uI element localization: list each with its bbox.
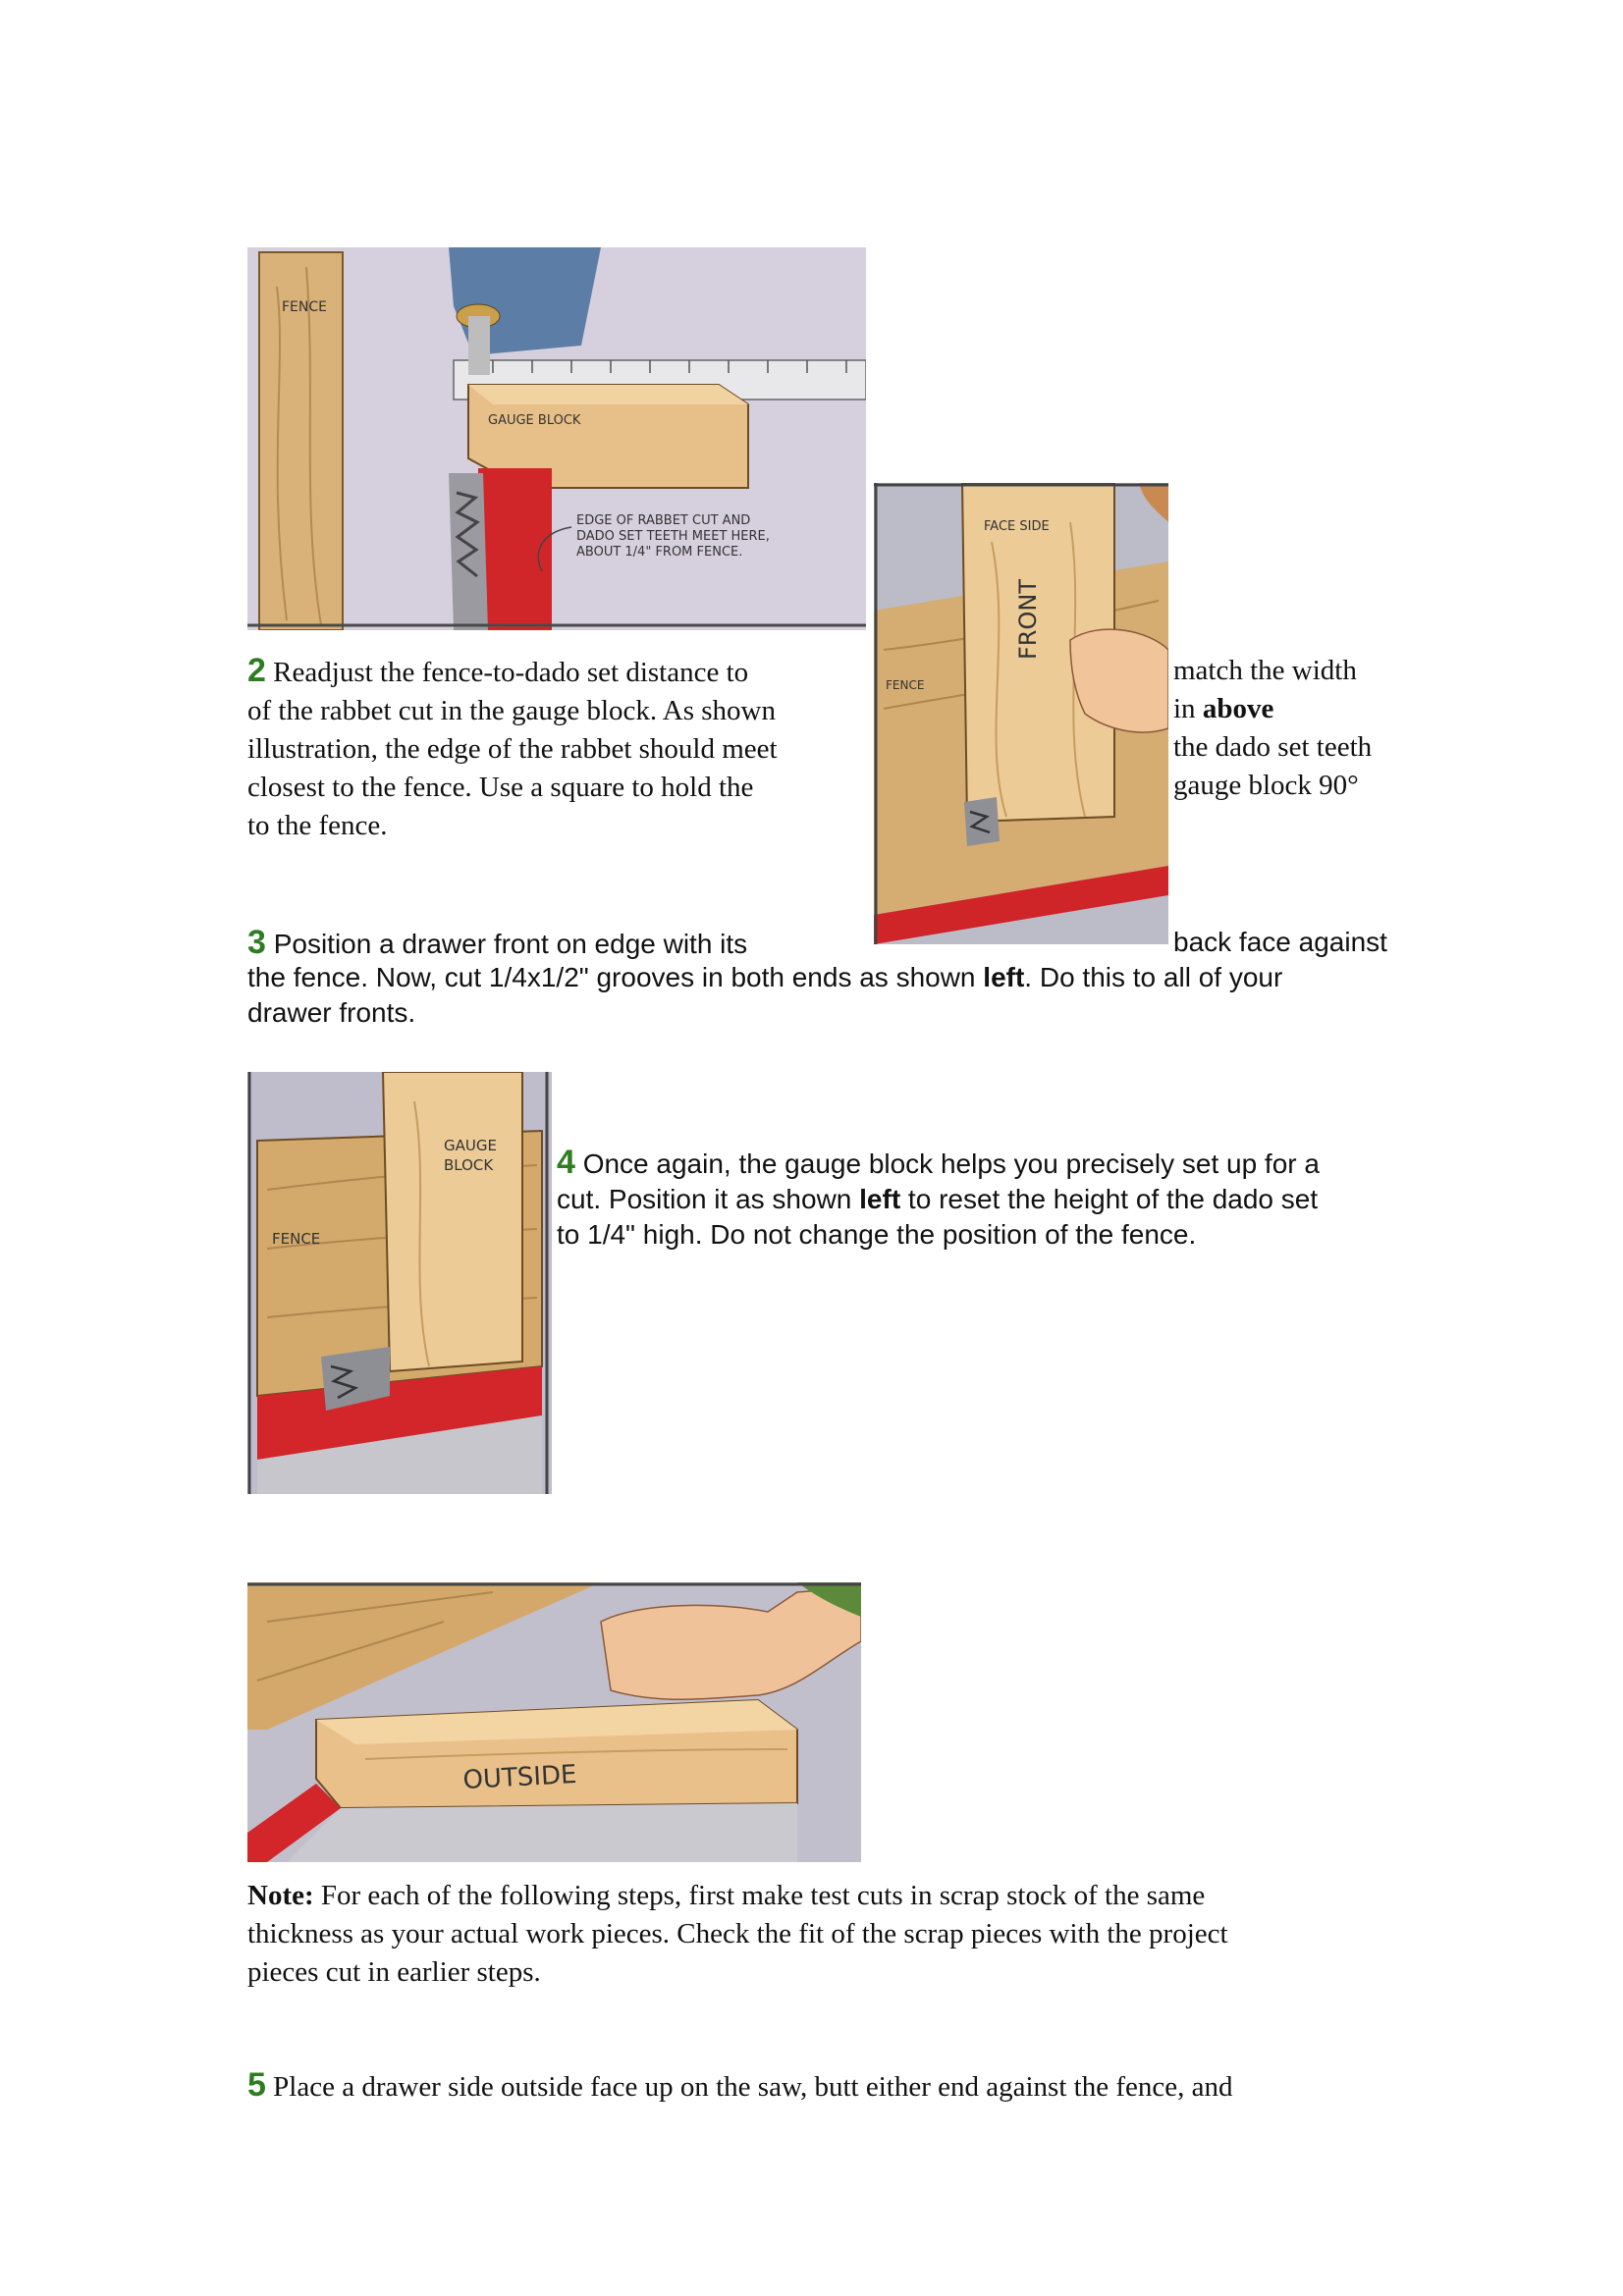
step-2-right-column: [1173, 652, 1429, 805]
step-2-line-3: illustration, the edge of the rabbet should meet: [247, 733, 778, 765]
step-2-line-1: Readjust the fence-to-dado set distance to: [273, 657, 749, 688]
note-text: [247, 1877, 1426, 1992]
step-4-line-2-bold: left: [859, 1184, 901, 1214]
step-4-line-2-pre: cut. Position it as shown: [557, 1184, 860, 1214]
step-2-line-2: of the rabbet cut in the gauge block. As shown: [247, 695, 776, 726]
note-line-1: For each of the following steps, first make test cuts in scrap stock of the same: [320, 1880, 1206, 1911]
step-4-line-1: Once again, the gauge block helps you precisely set up for a: [582, 1148, 1320, 1179]
step-2-right-2-bold: above: [1202, 693, 1274, 724]
callout-line-1: EDGE OF RABBET CUT AND: [576, 513, 751, 528]
step-2-right-3: the dado set teeth: [1173, 731, 1373, 763]
step-4-line-3: to 1/4" high. Do not change the position of the fence.: [557, 1219, 1197, 1250]
step-2-right-1: match the width: [1173, 655, 1357, 686]
callout-line-2: DADO SET TEETH MEET HERE,: [576, 529, 770, 544]
label-fence-2: FENCE: [886, 678, 925, 692]
step-4-text: [557, 1145, 1421, 1253]
illustration-drawer-side-outside: [247, 1582, 861, 1862]
label-outside: OUTSIDE: [461, 1759, 578, 1795]
illustration-gauge-block-height: [247, 1072, 552, 1494]
step-4-line-2-post: to reset the height of the dado set: [900, 1184, 1319, 1214]
callout-line-3: ABOUT 1/4" FROM FENCE.: [576, 545, 743, 560]
label-fence-3: FENCE: [272, 1230, 321, 1248]
step-3-right: [1173, 925, 1387, 960]
illustration-gauge-block-fence: [247, 247, 866, 630]
note-line-2: thickness as your actual work pieces. Check the fit of the scrap pieces with the project: [247, 1918, 1228, 1949]
label-fence: FENCE: [282, 299, 327, 315]
step-5-text: [247, 2066, 1426, 2107]
step-3-line-2-pre: the fence. Now, cut 1/4x1/2" grooves in both ends as shown: [247, 962, 984, 992]
label-front: FRONT: [1014, 579, 1042, 660]
label-face-side: FACE SIDE: [984, 519, 1050, 534]
step-2-text: [247, 652, 866, 845]
step-2-line-4: closest to the fence. Use a square to hold the: [247, 772, 754, 803]
step-3-line-1-left: Position a drawer front on edge with its: [273, 929, 748, 959]
step-4-number: 4: [557, 1144, 575, 1181]
step-5-line-1: Place a drawer side outside face up on the saw, butt either end against the fence, and: [273, 2071, 1233, 2103]
illustration-drawer-front: [874, 483, 1168, 944]
step-3-body: [247, 960, 1426, 1031]
step-5-number: 5: [247, 2066, 266, 2104]
step-2-right-2-pre: in: [1173, 693, 1203, 724]
step-3-line-1-right: back face against: [1173, 927, 1387, 957]
step-3-line-3: drawer fronts.: [247, 997, 416, 1028]
label-gauge-block: GAUGE BLOCK: [488, 413, 581, 428]
note-label: Note:: [247, 1880, 314, 1911]
note-line-3: pieces cut in earlier steps.: [247, 1956, 541, 1988]
step-2-right-4: gauge block 90°: [1173, 770, 1359, 801]
step-3-line-2-bold: left: [983, 962, 1025, 992]
step-2-number: 2: [247, 652, 266, 689]
step-3-line-2-post: . Do this to all of your: [1024, 962, 1283, 992]
label-block: BLOCK: [444, 1156, 494, 1174]
step-3-number: 3: [247, 924, 266, 961]
label-gauge: GAUGE: [444, 1137, 497, 1154]
step-2-line-5: to the fence.: [247, 810, 388, 841]
